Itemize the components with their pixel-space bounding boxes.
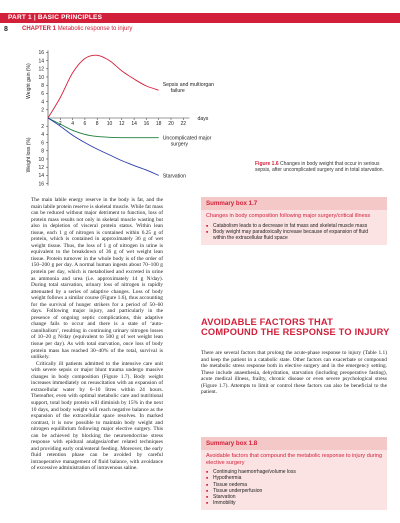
- left-text-column: [31, 197, 163, 472]
- figure-label: Figure 1.6: [255, 161, 279, 167]
- summary-box-1-8: [201, 437, 387, 510]
- y-tick-label: 16: [38, 181, 44, 188]
- y-tick-label: 2: [41, 124, 44, 130]
- summary-box-title: Summary box 1.8: [201, 437, 387, 450]
- x-axis-label: days: [197, 116, 209, 122]
- y-tick-label: 2: [41, 107, 44, 114]
- x-tick-label: 12: [119, 121, 125, 127]
- page-header: [0, 0, 400, 36]
- y-tick-label: 6: [41, 91, 44, 98]
- series-label: Sepsis and multiorgan: [162, 82, 215, 89]
- lower-y-axis-label: Weight loss (%): [26, 137, 32, 173]
- x-tick-label: 16: [143, 121, 150, 127]
- x-tick-label: 14: [131, 121, 137, 127]
- right-text-block: There are several factors that prolong the acute-phase response to injury (Table 1.1) and keep the patient in a catabolic state. Other factors can exacerbate or compound the metabolic stress response both in elective surgery and in the emergency setting. These include anaesthesia, dehydration, starvation (including preoperative fasting), acute medical illness, frailty, chronic disease or even severe psychological stress (Figure 1.7). Attempts to limit or control these factors can also be beneficial to the patient.: [201, 350, 387, 396]
- x-tick-label: 8: [95, 121, 99, 127]
- figure-caption-text: Changes in body weight that occur in serious sepsis, after uncomplicated surgery and in total starvation.: [255, 161, 384, 174]
- list-item: ■ Tissue underperfusion: [206, 488, 382, 494]
- x-tick-label: 2: [58, 121, 62, 127]
- figure-caption: [255, 161, 395, 174]
- list-item: ■ Tissue oedema: [206, 482, 382, 488]
- summary-box-subtitle: Avoidable factors that compound the metabolic response to injury during elective surgery: [206, 453, 383, 466]
- y-tick-label: 14: [38, 58, 44, 65]
- series-line: [48, 118, 159, 138]
- x-tick-label: 4: [71, 121, 74, 127]
- y-tick-label: 6: [41, 140, 44, 147]
- summary-box-subtitle: Changes in body composition following major surgery/critical illness: [206, 213, 371, 219]
- y-tick-label: 4: [41, 132, 44, 139]
- summary-box-list: [201, 468, 387, 510]
- series-label-cont: surgery: [170, 141, 189, 148]
- series-label-cont: failure: [170, 88, 185, 95]
- y-tick-label: 14: [38, 173, 44, 180]
- series-line: [48, 55, 159, 118]
- summary-box-1-7: [201, 197, 387, 245]
- list-item: ■ Catabolism leads to a decrease in fat mass and skeletal muscle mass: [206, 223, 382, 229]
- summary-box-title: Summary box 1.7: [201, 197, 387, 210]
- list-item: ■ Starvation: [206, 494, 382, 500]
- list-item: ■ Body weight may paradoxically increase because of expansion of fluid within the extracellular fluid space: [206, 229, 382, 241]
- part-label: PART 1 | BASIC PRINCIPLES: [8, 14, 103, 21]
- chapter-heading: [22, 26, 132, 32]
- body-paragraph: The main labile energy reserve in the body is fat, and the main labile protein reserve is skeletal muscle. While fat mass can be reduced without major detriment to function, loss of protein mass results not only in skeletal muscle wasting but also in depletion of visceral protein status. Within lean tissue, each 1 g of nitrogen is contained within 6.25 g of protein, which is contained in approximately 36 g of wet weight tissue. Thus, the loss of 1 g of nitrogen in urine is equivalent to the breakdown of 36 g of wet weight lean tissue. Protein turnover in the whole body is of the order of 150–200 g per day. A normal human ingests about 70–100 g protein per day, which is metabolised and excreted in urine as ammonia and urea (i.e. approximately 14 g N/day). During total starvation, urinary loss of nitrogen is rapidly attenuated by a series of adaptive changes. Loss of body weight follows a similar course (Figure 1.6), thus accounting for the survival of hunger strikers for a period of 50–60 days. Following major injury, and particularly in the presence of ongoing septic complications, this adaptive change fails to occur and there is a state of ‘auto-cannibalism’, resulting in continuing urinary nitrogen losses of 10–20 g N/day (equivalent to 500 g of wet weight lean tissue per day). As with total starvation, once loss of body protein mass has reached 30–40% of the total, survival is unlikely.: [31, 197, 163, 361]
- series-label: Uncomplicated major: [162, 135, 212, 142]
- y-tick-label: 12: [38, 165, 44, 171]
- x-tick-label: 22: [180, 121, 187, 127]
- summary-box-list: [201, 222, 387, 246]
- x-tick-label: 18: [155, 121, 162, 127]
- body-paragraph: Critically ill patients admitted to the intensive care unit with severe sepsis or major blunt trauma undergo massive changes in body composition (Figure 1.7). Body weight increases immediately on resuscitation with an expansion of extracellular water by 6–10 litres within 24 hours. Thereafter, even with optimal metabolic care and nutritional support, total body protein will diminish by 15% in the next 10 days, and body weight will reach negative balance as the expansion of the extracellular space resolves. In marked contrast, it is now possible to maintain body weight and nitrogen equilibrium following major elective surgery. This can be achieved by blocking the neuroendocrine stress response with epidural analgesia/other related techniques and providing early oral/enteral feeding. Moreover, the early fluid retention phase can be avoided by careful intraoperative management of fluid balance, with avoidance of excessive administration of intravenous saline.: [31, 360, 163, 472]
- y-tick-label: 8: [41, 83, 44, 89]
- y-tick-label: 10: [38, 156, 44, 163]
- upper-y-axis-label: Weight gain (%): [26, 63, 32, 99]
- y-tick-label: 16: [38, 50, 44, 57]
- x-tick-label: 20: [168, 121, 174, 127]
- list-item: ■ Hypothermia: [206, 475, 382, 481]
- y-tick-label: 10: [38, 74, 44, 81]
- y-tick-label: 8: [41, 148, 44, 155]
- y-tick-label: 4: [41, 99, 44, 106]
- list-item: ■ Immobility: [206, 500, 382, 506]
- section-heading: AVOIDABLE FACTORS THAT COMPOUND THE RESPONSE TO INJURY: [201, 317, 390, 337]
- chapter-title: Metabolic response to injury: [57, 26, 133, 32]
- x-tick-label: 6: [83, 121, 87, 127]
- x-tick-label: 10: [106, 121, 113, 127]
- page-number: 8: [4, 26, 8, 33]
- list-item: ■ Continuing haemorrhage/volume loss: [206, 469, 382, 475]
- y-tick-label: 12: [38, 66, 44, 73]
- chapter-label: CHAPTER 1: [22, 26, 57, 32]
- series-label: Starvation: [162, 173, 187, 180]
